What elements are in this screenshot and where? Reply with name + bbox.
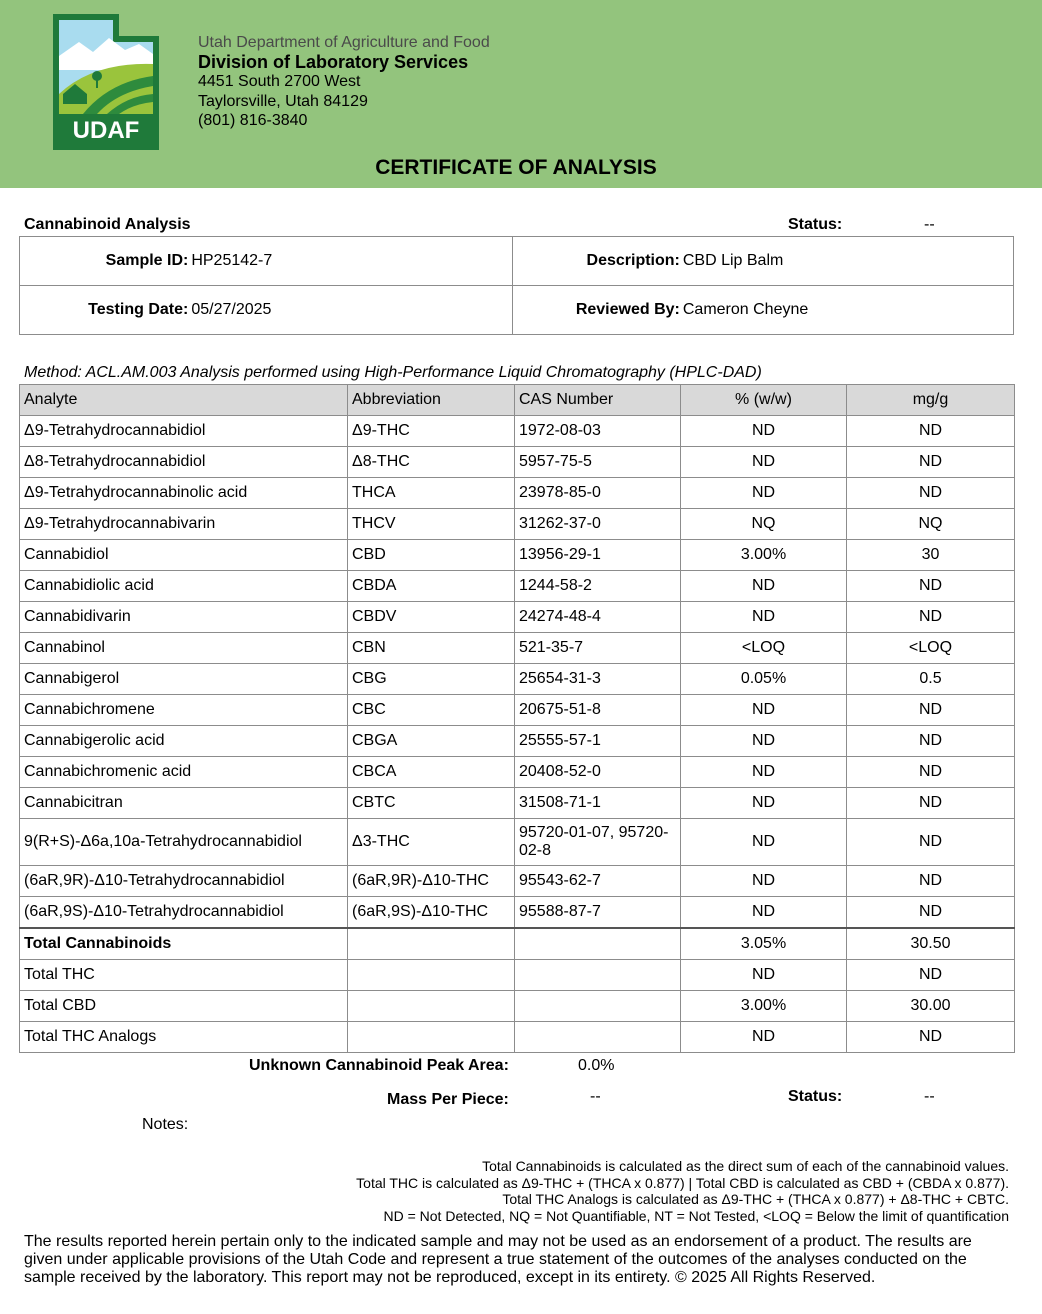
notes-label: Notes: bbox=[142, 1116, 189, 1133]
table-cell: 25654-31-3 bbox=[515, 664, 681, 695]
table-cell: ND bbox=[681, 757, 847, 788]
calculation-footnotes bbox=[356, 1158, 1009, 1224]
table-cell: 0.5 bbox=[847, 664, 1015, 695]
footnote-line: Total Cannabinoids is calculated as the direct sum of each of the cannabinoid values. bbox=[482, 1158, 1009, 1174]
table-cell: Δ9-Tetrahydrocannabidiol bbox=[20, 416, 348, 447]
table-cell: CBC bbox=[348, 695, 515, 726]
table-cell bbox=[348, 1022, 515, 1053]
table-cell: ND bbox=[847, 602, 1015, 633]
table-cell: ND bbox=[847, 478, 1015, 509]
table-cell: Cannabidivarin bbox=[20, 602, 348, 633]
table-cell: Total Cannabinoids bbox=[20, 928, 348, 960]
table-cell: 95720-01-07, 95720-02-8 bbox=[515, 819, 681, 866]
table-cell: Δ9-Tetrahydrocannabivarin bbox=[20, 509, 348, 540]
table-cell: 3.05% bbox=[681, 928, 847, 960]
table-row bbox=[20, 866, 1015, 897]
table-row bbox=[20, 819, 1015, 866]
unknown-peak-value: 0.0% bbox=[578, 1057, 615, 1074]
table-cell: CBGA bbox=[348, 726, 515, 757]
footnote-line: ND = Not Detected, NQ = Not Quantifiable, NT = Not Tested, <LOQ = Below the limit of quantification bbox=[383, 1207, 1009, 1224]
udaf-logo-icon bbox=[53, 14, 159, 150]
description-label: Description: bbox=[513, 237, 683, 286]
table-cell bbox=[515, 991, 681, 1022]
table-cell: 30 bbox=[847, 540, 1015, 571]
table-cell: 20408-52-0 bbox=[515, 757, 681, 788]
table-cell bbox=[515, 960, 681, 991]
table-cell: ND bbox=[847, 416, 1015, 447]
address-line-2: Taylorsville, Utah 84129 bbox=[198, 92, 368, 110]
table-cell: CBD bbox=[348, 540, 515, 571]
table-row bbox=[20, 602, 1015, 633]
table-cell: Cannabigerol bbox=[20, 664, 348, 695]
table-cell bbox=[515, 928, 681, 960]
reviewed-by-value: Cameron Cheyne bbox=[683, 286, 1014, 335]
total-row bbox=[20, 1022, 1015, 1053]
table-cell: ND bbox=[681, 788, 847, 819]
table-cell: ND bbox=[681, 571, 847, 602]
table-cell: Cannabigerolic acid bbox=[20, 726, 348, 757]
table-cell: THCA bbox=[348, 478, 515, 509]
column-header: mg/g bbox=[847, 385, 1015, 416]
logo-text: UDAF bbox=[72, 117, 140, 144]
org-address-block bbox=[198, 33, 490, 131]
table-cell: 3.00% bbox=[681, 540, 847, 571]
certificate-title: CERTIFICATE OF ANALYSIS bbox=[375, 156, 657, 179]
table-cell: Cannabichromene bbox=[20, 695, 348, 726]
table-cell: NQ bbox=[847, 509, 1015, 540]
table-cell: ND bbox=[847, 726, 1015, 757]
table-cell: ND bbox=[681, 897, 847, 929]
table-cell: 95588-87-7 bbox=[515, 897, 681, 929]
table-cell: 31262-37-0 bbox=[515, 509, 681, 540]
sample-id-value: HP25142-7 bbox=[191, 237, 513, 286]
table-cell: 24274-48-4 bbox=[515, 602, 681, 633]
table-cell: 31508-71-1 bbox=[515, 788, 681, 819]
table-cell: Cannabichromenic acid bbox=[20, 757, 348, 788]
table-cell: Cannabicitran bbox=[20, 788, 348, 819]
table-cell: ND bbox=[681, 1022, 847, 1053]
table-cell: ND bbox=[847, 695, 1015, 726]
table-cell: NQ bbox=[681, 509, 847, 540]
table-cell: Δ9-Tetrahydrocannabinolic acid bbox=[20, 478, 348, 509]
status-value: -- bbox=[924, 216, 935, 233]
table-cell: Total THC bbox=[20, 960, 348, 991]
table-cell: CBDV bbox=[348, 602, 515, 633]
phone-number: (801) 816-3840 bbox=[198, 112, 308, 129]
unknown-peak-label: Unknown Cannabinoid Peak Area: bbox=[249, 1057, 509, 1074]
table-cell: ND bbox=[681, 478, 847, 509]
table-cell: CBCA bbox=[348, 757, 515, 788]
column-header: % (w/w) bbox=[681, 385, 847, 416]
total-row bbox=[20, 991, 1015, 1022]
table-cell: Δ9-THC bbox=[348, 416, 515, 447]
table-cell: ND bbox=[847, 788, 1015, 819]
table-cell: ND bbox=[681, 726, 847, 757]
table-row bbox=[20, 726, 1015, 757]
cannabinoid-results-table bbox=[19, 384, 1015, 1053]
table-cell: ND bbox=[681, 695, 847, 726]
table-cell: CBG bbox=[348, 664, 515, 695]
table-cell: ND bbox=[847, 1022, 1015, 1053]
column-header: Analyte bbox=[20, 385, 348, 416]
table-cell: 521-35-7 bbox=[515, 633, 681, 664]
table-cell: Total CBD bbox=[20, 991, 348, 1022]
table-cell: ND bbox=[681, 602, 847, 633]
reviewed-by-label: Reviewed By: bbox=[513, 286, 683, 335]
table-cell: Δ3-THC bbox=[348, 819, 515, 866]
sample-info-table bbox=[19, 236, 1014, 335]
table-cell: <LOQ bbox=[681, 633, 847, 664]
table-cell bbox=[348, 960, 515, 991]
table-row bbox=[20, 664, 1015, 695]
address-line-1: 4451 South 2700 West bbox=[198, 73, 361, 90]
department-name: Utah Department of Agriculture and Food bbox=[198, 34, 490, 51]
table-cell: Cannabidiol bbox=[20, 540, 348, 571]
table-row bbox=[20, 757, 1015, 788]
table-cell bbox=[348, 928, 515, 960]
table-cell: Cannabinol bbox=[20, 633, 348, 664]
table-row bbox=[20, 571, 1015, 602]
method-description: Method: ACL.AM.003 Analysis performed using High-Performance Liquid Chromatography (HPLC-DAD) bbox=[24, 364, 762, 381]
table-cell: 9(R+S)-Δ6a,10a-Tetrahydrocannabidiol bbox=[20, 819, 348, 866]
table-cell: CBN bbox=[348, 633, 515, 664]
table-cell: 5957-75-5 bbox=[515, 447, 681, 478]
status-label-2: Status: bbox=[788, 1088, 843, 1105]
total-row bbox=[20, 928, 1015, 960]
column-header: Abbreviation bbox=[348, 385, 515, 416]
sample-id-label: Sample ID: bbox=[20, 237, 192, 286]
table-cell: 0.05% bbox=[681, 664, 847, 695]
mass-per-piece-value: -- bbox=[590, 1088, 601, 1105]
header-banner bbox=[0, 0, 1042, 188]
description-value: CBD Lip Balm bbox=[683, 237, 1014, 286]
table-cell: 1244-58-2 bbox=[515, 571, 681, 602]
table-row bbox=[20, 633, 1015, 664]
table-cell: Δ8-Tetrahydrocannabidiol bbox=[20, 447, 348, 478]
table-cell: 3.00% bbox=[681, 991, 847, 1022]
table-cell: CBDA bbox=[348, 571, 515, 602]
table-cell: Cannabidiolic acid bbox=[20, 571, 348, 602]
table-row bbox=[20, 416, 1015, 447]
table-row bbox=[20, 897, 1015, 929]
table-cell: Δ8-THC bbox=[348, 447, 515, 478]
table-cell: ND bbox=[847, 819, 1015, 866]
table-cell: ND bbox=[681, 416, 847, 447]
testing-date-value: 05/27/2025 bbox=[191, 286, 513, 335]
table-row bbox=[20, 540, 1015, 571]
table-cell: ND bbox=[847, 866, 1015, 897]
table-cell: (6aR,9S)-Δ10-THC bbox=[348, 897, 515, 929]
table-row bbox=[20, 509, 1015, 540]
table-cell: 1972-08-03 bbox=[515, 416, 681, 447]
table-row bbox=[20, 447, 1015, 478]
table-cell: CBTC bbox=[348, 788, 515, 819]
status-label: Status: bbox=[788, 216, 843, 233]
table-cell: ND bbox=[847, 447, 1015, 478]
table-cell: (6aR,9S)-Δ10-Tetrahydrocannabidiol bbox=[20, 897, 348, 929]
table-cell: THCV bbox=[348, 509, 515, 540]
table-cell: 23978-85-0 bbox=[515, 478, 681, 509]
mass-per-piece-label: Mass Per Piece: bbox=[387, 1091, 509, 1108]
table-cell: ND bbox=[847, 757, 1015, 788]
table-cell: ND bbox=[681, 960, 847, 991]
table-cell: ND bbox=[681, 447, 847, 478]
table-cell: (6aR,9R)-Δ10-THC bbox=[348, 866, 515, 897]
table-cell: 95543-62-7 bbox=[515, 866, 681, 897]
column-header: CAS Number bbox=[515, 385, 681, 416]
table-cell: ND bbox=[681, 819, 847, 866]
table-cell: ND bbox=[681, 866, 847, 897]
table-cell bbox=[348, 991, 515, 1022]
footnote-line: Total THC is calculated as Δ9-THC + (THCA x 0.877) | Total CBD is calculated as CBD + (CBDA x 0.877). bbox=[356, 1174, 1009, 1191]
table-header-row bbox=[20, 385, 1015, 416]
table-cell: 25555-57-1 bbox=[515, 726, 681, 757]
table-cell: 30.50 bbox=[847, 928, 1015, 960]
table-cell: (6aR,9R)-Δ10-Tetrahydrocannabidiol bbox=[20, 866, 348, 897]
table-cell: ND bbox=[847, 960, 1015, 991]
status-value-2: -- bbox=[924, 1088, 935, 1105]
table-cell: ND bbox=[847, 897, 1015, 929]
footnote-line: Total THC Analogs is calculated as Δ9-THC + (THCA x 0.877) + Δ8-THC + CBTC. bbox=[502, 1191, 1009, 1207]
table-cell: 30.00 bbox=[847, 991, 1015, 1022]
table-cell: Total THC Analogs bbox=[20, 1022, 348, 1053]
table-cell: 20675-51-8 bbox=[515, 695, 681, 726]
section-title: Cannabinoid Analysis bbox=[24, 216, 191, 233]
table-cell: <LOQ bbox=[847, 633, 1015, 664]
table-row bbox=[20, 695, 1015, 726]
division-name: Division of Laboratory Services bbox=[198, 51, 469, 72]
table-cell: ND bbox=[847, 571, 1015, 602]
testing-date-label: Testing Date: bbox=[20, 286, 192, 335]
legal-disclaimer: The results reported herein pertain only to the indicated sample and may not be used as an endorsement of a product. The results are given under applicable provisions of the Utah Code and represent a true statement of the outcomes of the analyses conducted on the sample received by the laboratory. This report may not be reproduced, except in its entirety. © 2025 All Rights Reserved. bbox=[24, 1233, 972, 1286]
table-cell bbox=[515, 1022, 681, 1053]
table-cell: 13956-29-1 bbox=[515, 540, 681, 571]
table-row bbox=[20, 788, 1015, 819]
table-row bbox=[20, 478, 1015, 509]
total-row bbox=[20, 960, 1015, 991]
